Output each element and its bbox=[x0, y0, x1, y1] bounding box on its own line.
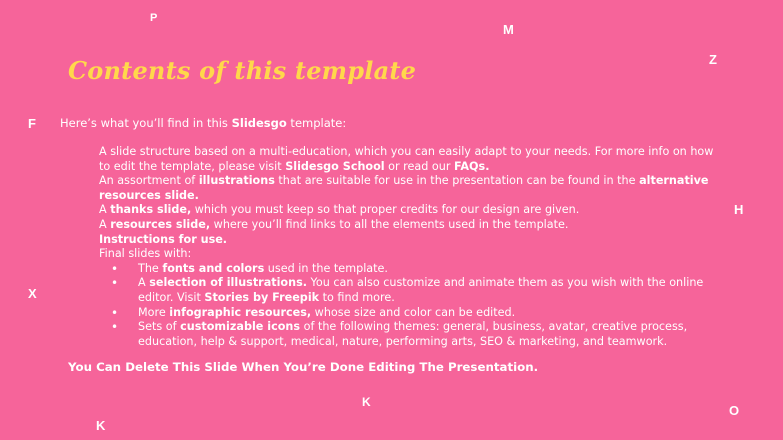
decorative-letter-z: Z bbox=[709, 52, 717, 67]
b3-bold: infographic resources, bbox=[169, 305, 312, 319]
illustrations-bold: illustrations bbox=[198, 174, 275, 188]
item-instructions bbox=[99, 233, 719, 248]
bullet-infographics bbox=[99, 306, 719, 321]
instructions-bold: Instructions for use. bbox=[99, 232, 228, 246]
decorative-letter-f: F bbox=[28, 116, 36, 131]
bullet-fonts-colors bbox=[99, 262, 719, 277]
intro-suffix: template: bbox=[286, 116, 347, 130]
slidesgo-school-link[interactable]: Slidesgo School bbox=[285, 159, 385, 173]
illustrations-suffix: that are suitable for use in the presentation can be found in the bbox=[274, 174, 640, 188]
item-structure bbox=[99, 145, 719, 174]
intro-prefix: Here’s what you’ll find in this bbox=[60, 116, 232, 130]
resources-bold: resources slide, bbox=[110, 217, 211, 231]
decorative-letter-k: K bbox=[362, 395, 371, 409]
b1-suffix: used in the template. bbox=[264, 261, 388, 275]
bullet-icons bbox=[99, 320, 719, 349]
b1-bold: fonts and colors bbox=[162, 261, 265, 275]
decorative-letter-m: M bbox=[503, 22, 514, 37]
resources-prefix: A bbox=[99, 217, 111, 231]
b3-prefix: More bbox=[138, 305, 170, 319]
resources-suffix: where you’ll find links to all the elements used in the template. bbox=[210, 217, 569, 231]
faqs-link[interactable]: FAQs. bbox=[454, 159, 490, 173]
b3-suffix: whose size and color can be edited. bbox=[311, 305, 516, 319]
structure-text: A slide structure based on a multi-education, which you can easily adapt to your needs. For more info on how to edit the template, please visit bbox=[99, 145, 714, 173]
bullet-illustrations bbox=[99, 276, 719, 305]
b4-suffix: of the following themes: general, business, avatar, creative process, education, help & support, medical, nature, performing arts, SEO & marketing, and teamwork. bbox=[138, 320, 688, 348]
item-final-slides: Final slides with: bbox=[99, 247, 192, 261]
b2-prefix: A bbox=[138, 276, 150, 290]
illustrations-prefix: An assortment of bbox=[99, 174, 199, 188]
b2-suffix: You can also customize and animate them as you wish with the online editor. Visit bbox=[138, 276, 704, 304]
item-resources bbox=[99, 218, 719, 233]
decorative-letter-p: P bbox=[150, 12, 158, 24]
item-illustrations bbox=[99, 174, 719, 203]
b2-bold: selection of illustrations. bbox=[149, 276, 307, 290]
slide-title: Contents of this template bbox=[68, 56, 417, 85]
final-slides-bullets bbox=[99, 262, 719, 350]
b2-suffix2: to find more. bbox=[319, 290, 395, 304]
intro-line bbox=[60, 116, 346, 130]
b4-bold: customizable icons bbox=[180, 320, 301, 334]
decorative-letter-o: O bbox=[729, 403, 740, 418]
item-thanks bbox=[99, 203, 719, 218]
thanks-prefix: A bbox=[99, 203, 111, 217]
alternative-resources-bold: alternative resources slide. bbox=[99, 174, 709, 202]
structure-mid: or read our bbox=[384, 159, 455, 173]
b1-prefix: The bbox=[138, 261, 163, 275]
decorative-letter-h: H bbox=[734, 202, 744, 217]
intro-brand: Slidesgo bbox=[231, 116, 287, 130]
stories-by-freepik-link[interactable]: Stories by Freepik bbox=[204, 290, 320, 304]
thanks-suffix: which you must keep so that proper credits for our design are given. bbox=[191, 203, 580, 217]
contents-list bbox=[99, 145, 719, 349]
decorative-letter-k-bottom: K bbox=[96, 418, 106, 433]
thanks-bold: thanks slide, bbox=[110, 203, 192, 217]
b4-prefix: Sets of bbox=[138, 320, 181, 334]
delete-slide-note: You Can Delete This Slide When You’re Done Editing The Presentation. bbox=[68, 360, 539, 374]
decorative-letter-x: X bbox=[28, 286, 37, 301]
